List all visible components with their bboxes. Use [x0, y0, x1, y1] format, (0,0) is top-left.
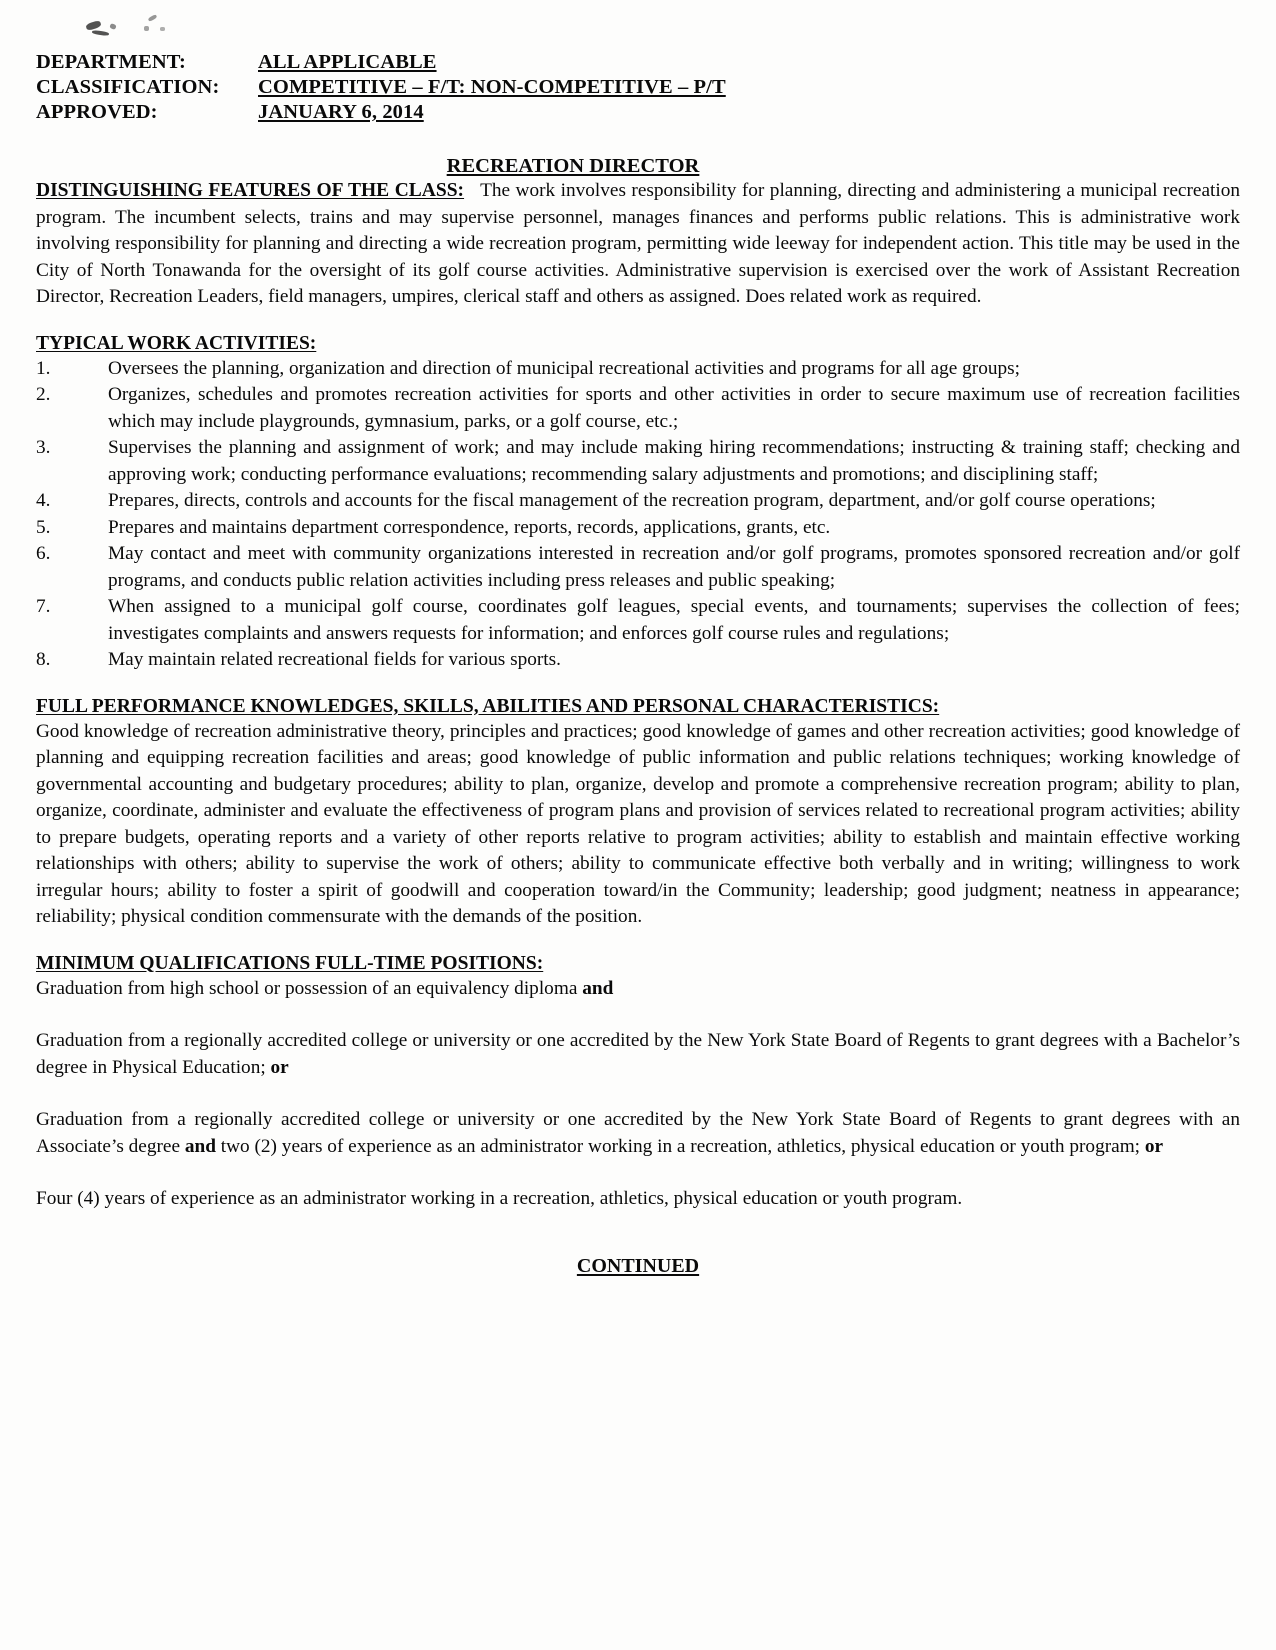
page-title [36, 155, 1240, 178]
mq-option1-text: Graduation from a regionally accredited college or university or one accredited by the New York State Board of Regents to grant degrees with a Bachelor’s degree in Physical Education; [36, 1030, 1240, 1078]
mq-option2-and: and [184, 1135, 216, 1157]
minimum-qualifications-option-2 [36, 1107, 1240, 1160]
typical-work-activities-list [36, 356, 1240, 674]
list-item-number: 1. [36, 357, 51, 379]
list-item [36, 647, 1240, 674]
minimum-qualifications-option-1 [36, 1028, 1240, 1081]
list-item-number: 8. [36, 649, 51, 670]
list-item-number: 6. [36, 543, 51, 564]
page-title-text: RECREATION DIRECTOR [446, 155, 700, 177]
mq-option1-or: or [270, 1056, 289, 1078]
list-item-text: May contact and meet with community organizations interested in recreation and/or golf programs, promotes sponsored recreation and/or golf programs, and conducts public relation activities including press releases and public speaking; [108, 543, 1240, 591]
scan-artifact-speck [92, 30, 109, 36]
list-item-text: May maintain related recreational fields for various sports. [108, 649, 561, 670]
list-item-text: Organizes, schedules and promotes recreation activities for sports and other activities in order to secure maximum use of recreation facilities which may include playgrounds, gymnasium, parks, or a golf course, etc.; [108, 384, 1240, 432]
list-item-number: 4. [36, 490, 51, 511]
mq-option2-part1: Graduation from a regionally accredited college or university or one accredited by the New York State Board of Regents to grant degrees with an Associate’s degree [36, 1109, 1240, 1157]
list-item-text: When assigned to a municipal golf course, coordinates golf leagues, special events, and tournaments; supervises the collection of fees; investigates complaints and answers requests for information; and enforces golf course rules and regulations; [108, 596, 1240, 644]
list-item-text: Oversees the planning, organization and direction of municipal recreational activities and programs for all age groups; [108, 357, 1020, 379]
approved-label: APPROVED: [36, 101, 158, 123]
minimum-qualifications-heading: MINIMUM QUALIFICATIONS FULL-TIME POSITIONS: [36, 952, 544, 974]
scan-artifact-speck [144, 26, 149, 31]
department-value: ALL APPLICABLE [258, 51, 437, 73]
distinguishing-features-body: The work involves responsibility for planning, directing and administering a municipal recreation program. The incumbent selects, trains and may supervise personnel, manages finances and performs public relations. This is administrative work involving responsibility for planning and directing a wide recreation program, permitting wide leeway for independent action. This title may be used in the City of North Tonawanda for the oversight of its golf course activities. Administrative supervision is exercised over the work of Assistant Recreation Director, Recreation Leaders, field managers, umpires, clerical staff and others as assigned. Does related work as required. [36, 180, 1240, 307]
header-row-classification [36, 75, 1240, 100]
scan-artifact-speck [148, 14, 158, 22]
list-item-text: Supervises the planning and assignment of work; and may include making hiring recommendations; instructing & training staff; checking and approving work; conducting performance evaluations; recommending salary adjustments and promotions; and disciplining staff; [108, 437, 1240, 485]
classification-value: COMPETITIVE – F/T: NON-COMPETITIVE – P/T [258, 76, 726, 98]
scan-artifact-speck [160, 27, 165, 31]
document-header [36, 50, 1240, 125]
list-item [36, 488, 1240, 515]
list-item-number: 2. [36, 384, 51, 405]
scan-artifact-speck [109, 23, 117, 30]
full-performance-paragraph: Good knowledge of recreation administrative theory, principles and practices; good knowledge of games and other recreation activities; good knowledge of planning and equipping recreation facilities and areas; good knowledge of public information and public relations techniques; working knowledge of governmental accounting and budgetary procedures; ability to plan, organize, develop and promote a comprehensive recreation program; ability to plan, organize, coordinate, administer and evaluate the effectiveness of program plans and provision of services related to recreational program activities; ability to prepare budgets, operating reports and a variety of other reports relative to program activities; ability to establish and maintain effective working relationships with others; ability to supervise the work of others; ability to communicate effective both verbally and in writing; willingness to work irregular hours; ability to foster a spirit of goodwill and cooperation toward/in the Community; leadership; good judgment; neatness in appearance; reliability; physical condition commensurate with the demands of the position. [36, 720, 1240, 927]
header-row-department [36, 50, 1240, 75]
typical-work-activities-heading: TYPICAL WORK ACTIVITIES: [36, 332, 317, 354]
mq-line1-and: and [582, 977, 614, 999]
list-item [36, 356, 1240, 383]
continued-text: CONTINUED [576, 1254, 700, 1277]
list-item [36, 594, 1240, 647]
header-row-approved [36, 100, 1240, 125]
list-item [36, 541, 1240, 594]
mq-option2-or: or [1144, 1135, 1164, 1157]
mq-line1-text: Graduation from high school or possession of an equivalency diploma [36, 977, 583, 999]
minimum-qualifications-option-3: Four (4) years of experience as an administrator working in a recreation, athletics, physical education or youth program. [36, 1188, 963, 1209]
list-item [36, 515, 1240, 542]
distinguishing-features-paragraph [36, 178, 1240, 311]
list-item [36, 435, 1240, 488]
distinguishing-features-heading: DISTINGUISHING FEATURES OF THE CLASS: [36, 180, 465, 201]
classification-label: CLASSIFICATION: [36, 76, 220, 98]
list-item-text: Prepares, directs, controls and accounts for the fiscal management of the recreation program, department, and/or golf course operations; [108, 490, 1156, 511]
approved-value: JANUARY 6, 2014 [258, 101, 424, 123]
full-performance-heading: FULL PERFORMANCE KNOWLEDGES, SKILLS, ABILITIES AND PERSONAL CHARACTERISTICS: [36, 695, 940, 717]
list-item-number: 3. [36, 437, 51, 458]
minimum-qualifications-line1 [36, 976, 1240, 1003]
department-label: DEPARTMENT: [36, 51, 186, 73]
mq-option2-part2: two (2) years of experience as an administrator working in a recreation, athletics, physical education or youth program; [215, 1135, 1145, 1157]
list-item-number: 5. [36, 516, 51, 538]
list-item-number: 7. [36, 596, 51, 617]
list-item [36, 382, 1240, 435]
continued-footer [36, 1255, 1240, 1278]
list-item-text: Prepares and maintains department correspondence, reports, records, applications, grants, etc. [108, 516, 831, 538]
